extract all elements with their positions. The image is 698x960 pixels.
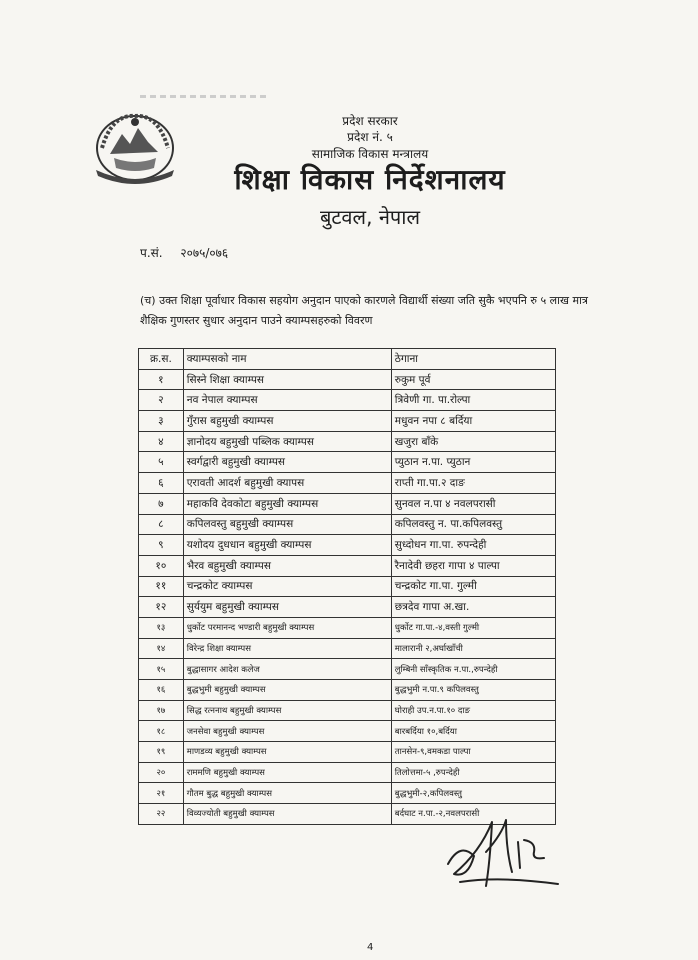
cell-campus-name: सिद्ध रत्ननाथ बहुमुखी क्याम्पस [183, 700, 391, 721]
cell-address: त्रिवेणी गा. पा.रोल्पा [391, 390, 555, 411]
fiscal-year-value: २०७५/०७६ [180, 246, 229, 260]
signature-icon [440, 812, 570, 892]
cell-campus-name: नव नेपाल क्याम्पस [183, 390, 391, 411]
cell-address: तानसेन-९,वमकडा पाल्पा [391, 742, 555, 763]
page-title: शिक्षा विकास निर्देशनालय [234, 163, 506, 196]
cell-address: लुम्बिनी साँस्कृतिक न.पा.,रुपन्देही [391, 659, 555, 680]
cell-campus-name: माणडव्य बहुमुखी क्याम्पस [183, 742, 391, 763]
cell-address: बर्दघाट न.पा.-२,नवलपरासी [391, 804, 555, 825]
table-header-row [139, 349, 556, 370]
table-row [139, 700, 556, 721]
cell-address: प्युठान न.पा. प्युठान [391, 452, 555, 473]
cell-campus-name: राममणि बहुमुखी क्याम्पस [183, 762, 391, 783]
table-row [139, 535, 556, 556]
cell-campus-name: बुद्धभुमी बहुमुखी क्याम्पस [183, 680, 391, 701]
table-row [139, 762, 556, 783]
table-row [139, 411, 556, 432]
cell-serial: १९ [139, 742, 184, 763]
nepal-emblem-icon [92, 108, 178, 184]
cell-serial: ९ [139, 535, 184, 556]
cell-campus-name: भैरव बहुमुखी क्याम्पस [183, 555, 391, 576]
cell-campus-name: स्वर्गद्वारी बहुमुखी क्याम्पस [183, 452, 391, 473]
table-row [139, 493, 556, 514]
page-number: 4 [367, 942, 374, 953]
cell-serial: १० [139, 555, 184, 576]
table-row [139, 638, 556, 659]
cell-campus-name: महाकवि देवकोटा बहुमुखी क्याम्पस [183, 493, 391, 514]
campus-table [138, 348, 556, 825]
header-line-province: प्रदेश नं. ५ [347, 130, 393, 144]
table-row [139, 617, 556, 638]
fiscal-year-label: प.सं. [140, 246, 163, 260]
cell-campus-name: विरेन्द्र शिक्षा क्याम्पस [183, 638, 391, 659]
cell-serial: १७ [139, 700, 184, 721]
cell-campus-name: गुँरास बहुमुखी क्याम्पस [183, 411, 391, 432]
table-row [139, 680, 556, 701]
cell-serial: २१ [139, 783, 184, 804]
cell-address: कपिलवस्तु न. पा.कपिलवस्तु [391, 514, 555, 535]
cell-serial: १६ [139, 680, 184, 701]
table-body [139, 369, 556, 824]
cell-address: रुकुम पूर्व [391, 369, 555, 390]
cell-address: घोराही उप.न.पा.१० दाङ [391, 700, 555, 721]
cell-campus-name: यशोदय दुधधान बहुमुखी क्याम्पस [183, 535, 391, 556]
cell-campus-name: चन्द्रकोट क्याम्पस [183, 576, 391, 597]
cell-serial: १२ [139, 597, 184, 618]
table-row [139, 452, 556, 473]
cell-address: मधुवन नपा ८ बर्दिया [391, 411, 555, 432]
cell-serial: १ [139, 369, 184, 390]
table-row [139, 390, 556, 411]
cell-campus-name: बुद्धासागर आदेश कलेज [183, 659, 391, 680]
cell-serial: २ [139, 390, 184, 411]
table-row [139, 576, 556, 597]
table-row [139, 473, 556, 494]
cell-campus-name: सुर्ययुम बहुमुखी क्याम्पस [183, 597, 391, 618]
cell-address: धुर्कोट गा.पा.-४,वस्ती गुल्मी [391, 617, 555, 638]
cell-campus-name: धुर्कोट परमानन्द भण्डारी बहुमुखी क्याम्पस [183, 617, 391, 638]
faint-header-marks [140, 95, 270, 98]
cell-serial: १५ [139, 659, 184, 680]
table-row [139, 721, 556, 742]
cell-address: छत्रदेव गापा अ.खा. [391, 597, 555, 618]
cell-address: बुद्धभुमी-२,कपिलवस्तु [391, 783, 555, 804]
header-line-government: प्रदेश सरकार [342, 114, 398, 128]
fiscal-year [140, 244, 242, 261]
table-row [139, 597, 556, 618]
table-row [139, 742, 556, 763]
cell-address: बुद्धभुमी न.पा.९ कपिलवस्तु [391, 680, 555, 701]
cell-serial: १४ [139, 638, 184, 659]
header-line-ministry: सामाजिक विकास मन्त्रालय [311, 147, 429, 161]
cell-serial: २२ [139, 804, 184, 825]
cell-serial: ६ [139, 473, 184, 494]
cell-address: खजुरा बाँके [391, 431, 555, 452]
cell-campus-name: ज्ञानोदय बहुमुखी पब्लिक क्याम्पस [183, 431, 391, 452]
cell-address: चन्द्रकोट गा.पा. गुल्मी [391, 576, 555, 597]
table-row [139, 783, 556, 804]
cell-address: सुध्दोधन गा.पा. रुपन्देही [391, 535, 555, 556]
header-location: बुटवल, नेपाल [319, 205, 421, 229]
cell-serial: ४ [139, 431, 184, 452]
header-address: ठेगाना [391, 349, 555, 370]
cell-campus-name: एरावती आदर्श बहुमुखी क्यापस [183, 473, 391, 494]
cell-serial: २० [139, 762, 184, 783]
cell-campus-name: सिस्ने शिक्षा क्याम्पस [183, 369, 391, 390]
cell-address: तिलोत्तमा-५ ,रुपन्देही [391, 762, 555, 783]
table-row [139, 514, 556, 535]
table-row [139, 555, 556, 576]
table-row [139, 431, 556, 452]
cell-campus-name: गौतम बुद्ध बहुमुखी क्याम्पस [183, 783, 391, 804]
cell-address: सुनवल न.पा ४ नवलपरासी [391, 493, 555, 514]
cell-serial: ११ [139, 576, 184, 597]
cell-serial: ५ [139, 452, 184, 473]
cell-serial: ७ [139, 493, 184, 514]
cell-address: रैनादेवी छहरा गापा ४ पाल्पा [391, 555, 555, 576]
cell-serial: १८ [139, 721, 184, 742]
cell-campus-name: विव्यज्योती बहुमुखी क्याम्पस [183, 804, 391, 825]
cell-serial: १३ [139, 617, 184, 638]
table-row [139, 369, 556, 390]
cell-address: बारबर्दिया १०,बर्दिया [391, 721, 555, 742]
header-campus-name: क्याम्पसको नाम [183, 349, 391, 370]
cell-campus-name: कपिलवस्तु बहुमुखी क्याम्पस [183, 514, 391, 535]
cell-address: मालारानी २,अर्घाखाँची [391, 638, 555, 659]
cell-campus-name: जनसेवा बहुमुखी क्याम्पस [183, 721, 391, 742]
table-row [139, 659, 556, 680]
header-serial: क्र.स. [139, 349, 184, 370]
cell-address: राप्ती गा.पा.२ दाङ [391, 473, 555, 494]
intro-paragraph: (च) उक्त शिक्षा पूर्वाधार विकास सहयोग अनुदान पाएको कारणले विद्यार्थी संख्या जति सुकै भएपनि रु ५ लाख मात्र शैक्षिक गुणस्तर सुधार अनुदान पाउने क्याम्पसहरुको विवरण [140, 294, 588, 327]
cell-serial: ८ [139, 514, 184, 535]
cell-serial: ३ [139, 411, 184, 432]
